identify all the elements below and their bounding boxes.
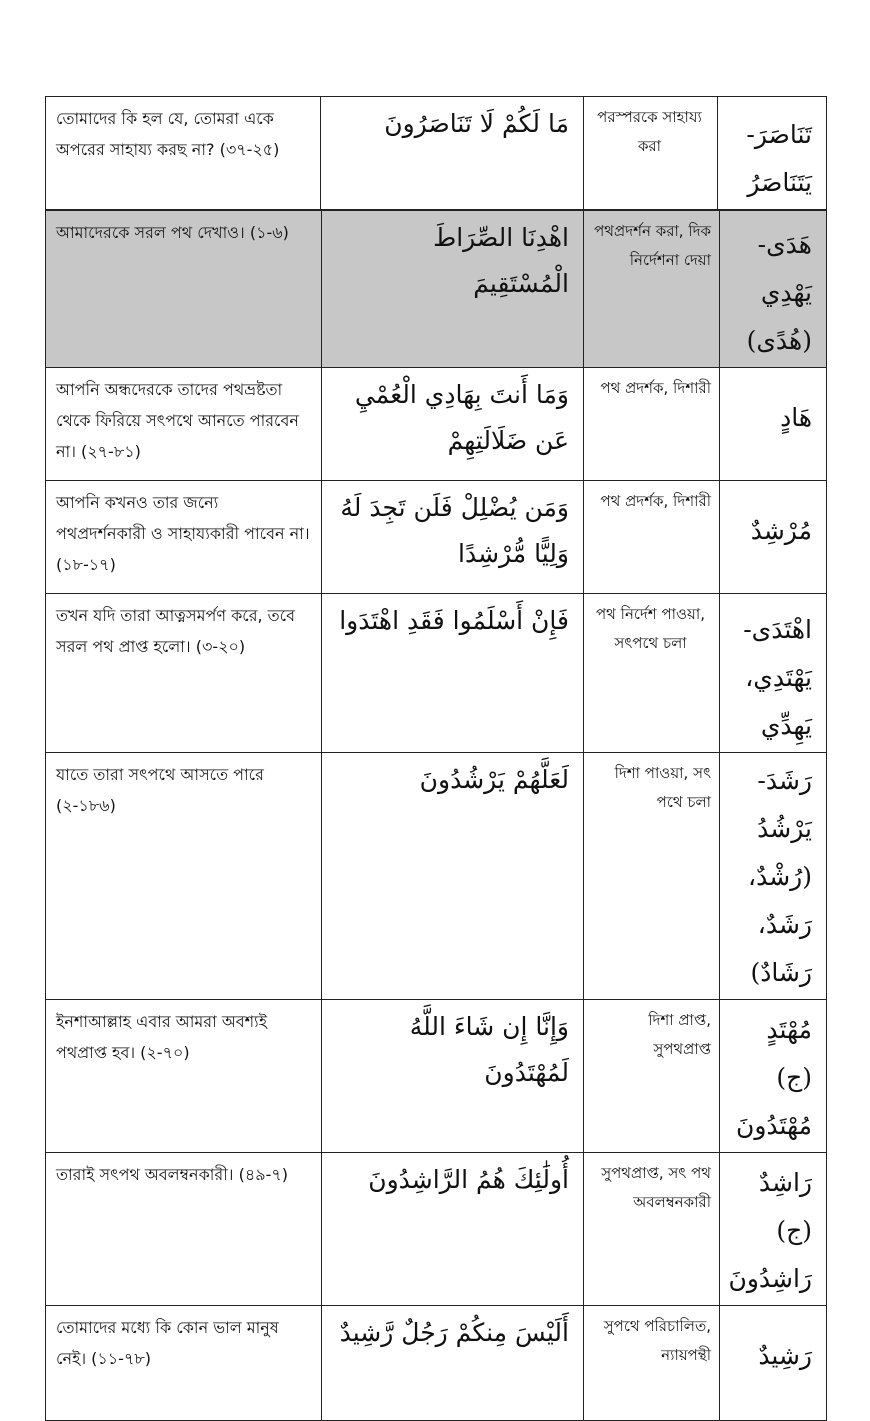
bangla-translation: যাতে তারা সৎপথে আসতে পারে (২-১৮৬) [56,765,264,815]
bangla-translation-cell [46,1306,322,1421]
arabic-verse-cell [322,1306,584,1421]
meaning: পরস্পরকে সাহায্য করা [597,108,702,155]
root-word: هَدَى-يَهْدِي (هُدًى) [746,230,812,355]
bangla-translation-cell [46,1153,322,1306]
arabic-verse-cell [322,368,584,481]
root-word-cell [720,1306,827,1421]
root-word: رَشَدَ-يَرْشُدُ (رُشْدٌ، رَشَدٌ، رَشَادٌ) [748,766,812,987]
arabic-verse: وَمَن يُضْلِلْ فَلَن تَجِدَ لَهُ وَلِيًّا مُّرْشِدًا [340,493,569,568]
arabic-verse: اهْدِنَا الصِّرَاطَ الْمُسْتَقِيمَ [433,223,569,298]
bangla-translation-cell [46,594,322,753]
root-word: رَاشِدٌ (ج) رَاشِدُونَ [728,1168,812,1293]
bangla-translation: তোমাদের কি হল যে, তোমরা একে অপরের সাহায্য করছ না? (৩৭-২৫) [56,109,280,159]
root-word-cell [720,1000,827,1153]
table-row [46,1153,827,1306]
root-word-cell [718,97,827,210]
meaning: পথ নির্দেশ পাওয়া, সৎপথে চলা [596,605,705,652]
meaning-cell [584,481,720,594]
root-word: اهْتَدَى- يَهْتَدِي، يَهِدِّي [743,615,812,740]
arabic-verse-cell [322,1153,584,1306]
arabic-verse-cell [322,211,584,368]
root-word: مُرْشِدٌ [750,516,812,545]
meaning: পথ প্রদর্শক, দিশারী [600,492,711,510]
arabic-verse: فَإِنْ أَسْلَمُوا فَقَدِ اهْتَدَوا [339,606,569,635]
root-word: رَشِيدٌ [758,1341,812,1370]
meaning: পথ প্রদর্শক, দিশারী [600,379,711,397]
bangla-translation-cell [46,481,322,594]
arabic-verse: مَا لَكُمْ لَا تَنَاصَرُونَ [384,109,569,138]
meaning-cell [584,753,720,1000]
vocab-table-main [45,210,827,1421]
arabic-verse: وَمَا أَنتَ بِهَادِي الْعُمْيِ عَن ضَلَالَتِهِمْ [354,380,569,455]
arabic-verse-cell [322,594,584,753]
bangla-translation: আপনি অন্ধদেরকে তাদের পথভ্রষ্টতা থেকে ফিরিয়ে সৎপথে আনতে পারবেন না। (২৭-৮১) [56,380,299,461]
bangla-translation-cell [46,368,322,481]
root-word-cell [720,481,827,594]
meaning-cell [584,1306,720,1421]
root-word: تَنَاصَرَ-يَتَنَاصَرُ [746,120,812,197]
root-word-cell [720,753,827,1000]
bangla-translation: আপনি কখনও তার জন্যে পথপ্রদর্শনকারী ও সাহায্যকারী পাবেন না। (১৮-১৭) [56,493,310,574]
vocab-table-top [45,96,827,210]
bangla-translation-cell [46,753,322,1000]
arabic-verse-cell [321,97,584,210]
bangla-translation: ইনশাআল্লাহ এবার আমরা অবশ্যই পথপ্রাপ্ত হব। (২-৭০) [56,1012,268,1062]
arabic-verse-cell [322,753,584,1000]
arabic-verse: لَعَلَّهُمْ يَرْشُدُونَ [419,765,569,794]
table-row [46,211,827,368]
bangla-translation: আমাদেরকে সরল পথ দেখাও। (১-৬) [56,223,289,242]
meaning: দিশা প্রাপ্ত, সুপথপ্রাপ্ত [648,1011,711,1058]
table-row [46,1000,827,1153]
bangla-translation-cell [46,211,322,368]
bangla-translation: তখন যদি তারা আত্নসমর্পণ করে, তবে সরল পথ প্রাপ্ত হলো। (৩-২০) [56,606,296,656]
meaning-cell [584,97,718,210]
root-word-cell [720,368,827,481]
meaning-cell [584,368,720,481]
arabic-verse: وَإِنَّا إِن شَاءَ اللَّهُ لَمُهْتَدُونَ [409,1012,569,1087]
table-row [46,481,827,594]
table-row [46,753,827,1000]
bangla-translation-cell [46,1000,322,1153]
bangla-translation-cell [46,97,321,210]
table-row [46,368,827,481]
table-row [46,97,827,210]
meaning-cell [584,211,720,368]
table-row [46,594,827,753]
meaning: পথপ্রদর্শন করা, দিক নির্দেশনা দেয়া [594,222,711,269]
bangla-translation: তোমাদের মধ্যে কি কোন ভাল মানুষ নেই। (১১-৭৮) [56,1318,279,1368]
arabic-verse: أَلَيْسَ مِنكُمْ رَجُلٌ رَّشِيدٌ [339,1318,569,1347]
root-word: هَادٍ [780,403,812,432]
bangla-translation: তারাই সৎপথ অবলম্বনকারী। (৪৯-৭) [56,1165,289,1184]
meaning: সুপথপ্রাপ্ত, সৎ পথ অবলম্বনকারী [601,1164,711,1211]
root-word-cell [720,1153,827,1306]
root-word: مُهْتَدٍ (ج) مُهْتَدُونَ [735,1015,812,1140]
root-word-cell [720,211,827,368]
meaning-cell [584,1153,720,1306]
meaning: সুপথে পরিচালিত, ন্যায়পন্থী [603,1317,711,1364]
meaning-cell [584,594,720,753]
meaning-cell [584,1000,720,1153]
table-row [46,1306,827,1421]
root-word-cell [720,594,827,753]
arabic-verse-cell [322,481,584,594]
arabic-verse: أُولَٰئِكَ هُمُ الرَّاشِدُونَ [368,1165,569,1194]
meaning: দিশা পাওয়া, সৎ পথে চলা [614,764,711,811]
arabic-verse-cell [322,1000,584,1153]
